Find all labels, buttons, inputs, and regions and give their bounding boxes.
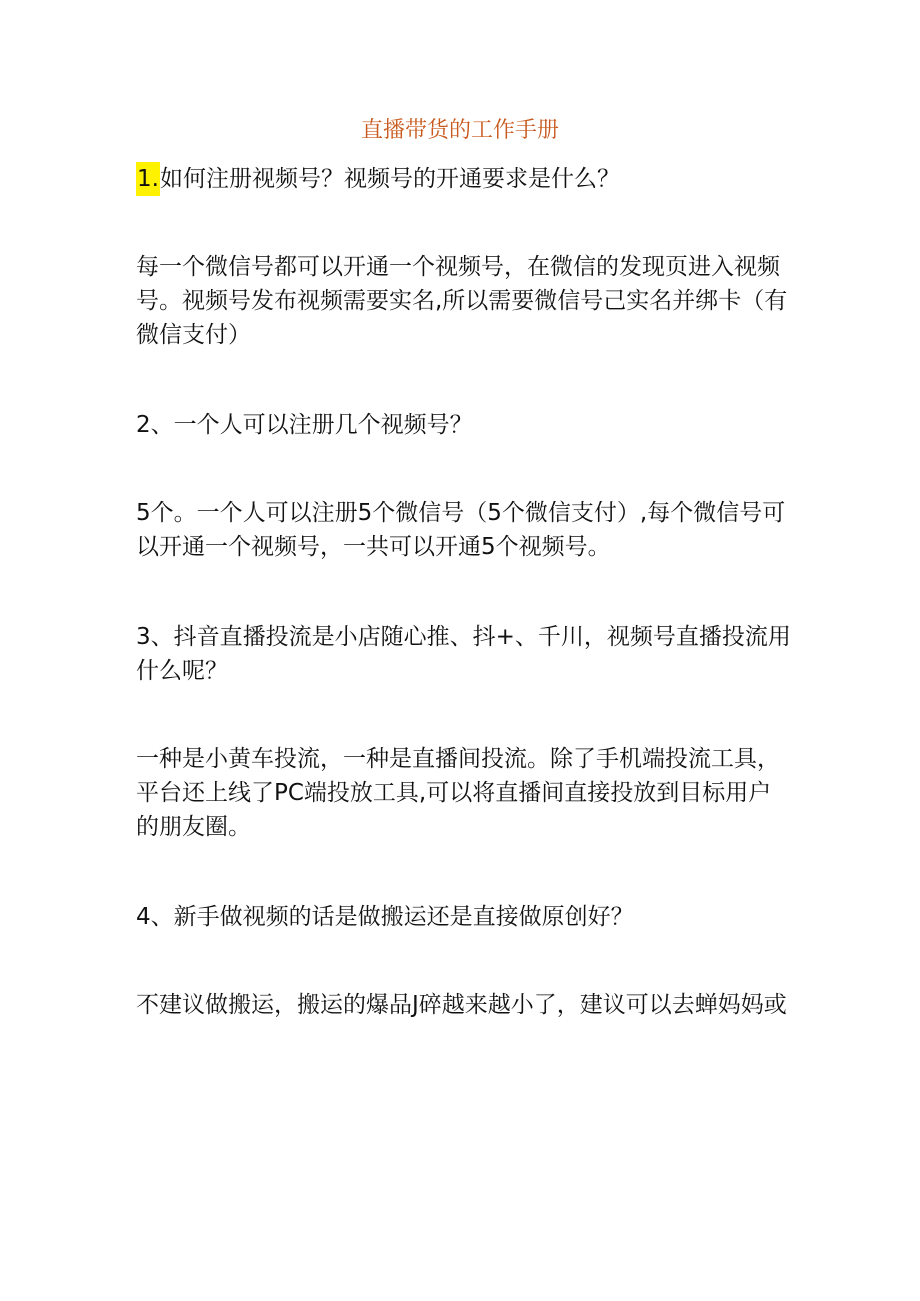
document-body: [136, 162, 792, 1022]
question-1-number: 1.: [136, 162, 160, 196]
answer-2-line: 5个。一个人可以注册5个微信号（5个微信支付）,每个微信号可: [136, 500, 786, 526]
question-4: [136, 900, 792, 934]
answer-1-line: 每一个微信号都可以开通一个视频号，在微信的发现页进入视频: [136, 254, 780, 280]
answer-2-line: 以开通一个视频号，一共可以开通5个视频号。: [136, 534, 611, 560]
answer-3: [136, 742, 792, 844]
question-1: [136, 162, 792, 196]
answer-1-line: 微信支付）: [136, 322, 251, 348]
answer-3-line: 平台还上线了PC端投放工具,可以将直播间直接投放到目标用户: [136, 780, 772, 806]
question-1-text: 如何注册视频号？视频号的开通要求是什么？: [159, 166, 620, 192]
question-4-text: 4、新手做视频的话是做搬运还是直接做原创好？: [136, 904, 634, 930]
question-3-line: 3、抖音直播投流是小店随心推、抖+、千川，视频号直播投流用: [136, 624, 791, 650]
answer-4-line: 不建议做搬运，搬运的爆品J碎越来越小了，建议可以去蝉妈妈或: [136, 992, 787, 1018]
answer-2: [136, 496, 792, 564]
question-2-text: 2、一个人可以注册几个视频号？: [136, 412, 473, 438]
answer-1-line: 号。视频号发布视频需要实名,所以需要微信号己实名并绑卡（有: [136, 288, 788, 314]
answer-3-line: 的朋友圈。: [136, 814, 251, 840]
document-title: 直播带货的工作手册: [360, 118, 559, 143]
question-2: [136, 408, 792, 442]
answer-3-line: 一种是小黄车投流，一种是直播间投流。除了手机端投流工具，: [136, 746, 780, 772]
answer-4: [136, 988, 792, 1022]
answer-1: [136, 250, 792, 352]
question-3-line: 什么呢？: [136, 658, 228, 684]
question-3: [136, 620, 792, 688]
